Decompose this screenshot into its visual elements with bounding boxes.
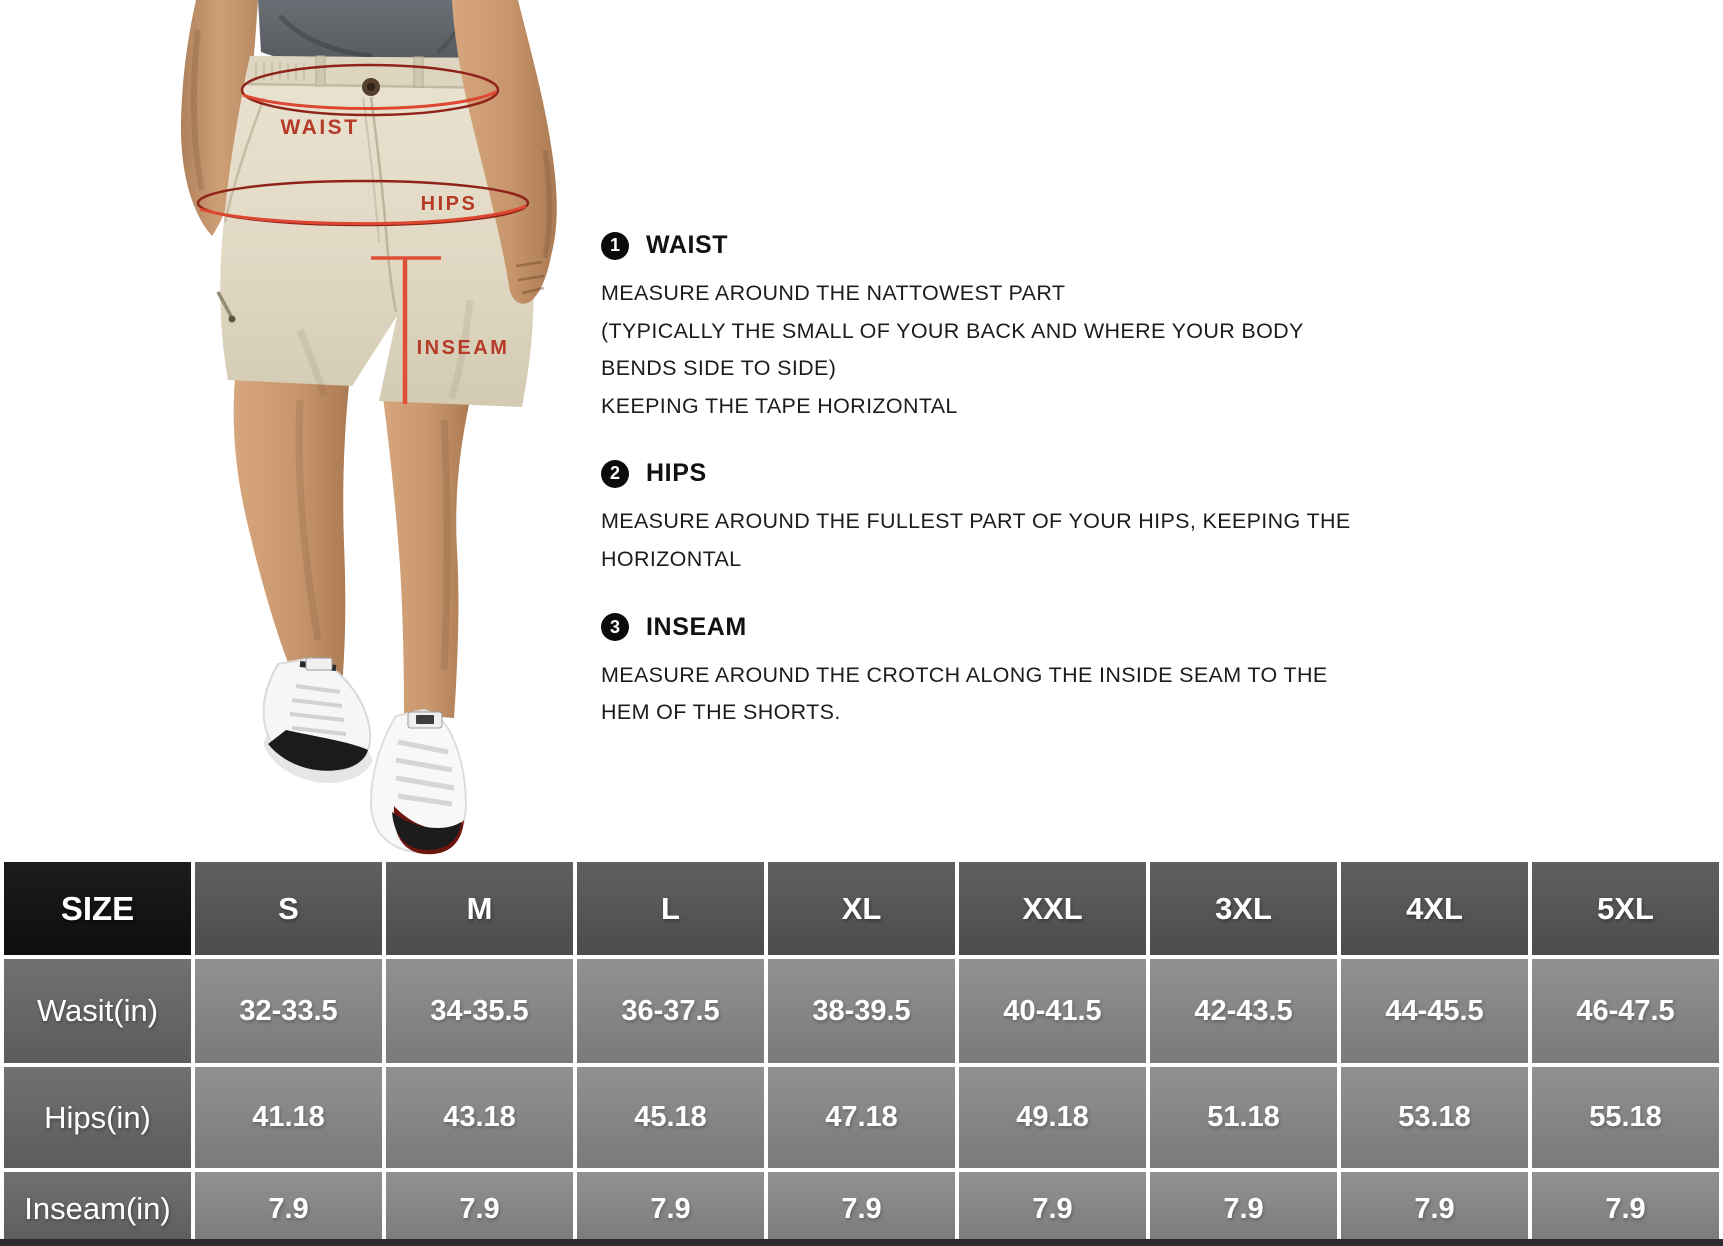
instruction-inseam-title: INSEAM	[646, 612, 747, 641]
table-cell: 7.9	[1530, 1170, 1721, 1246]
instruction-waist-body	[601, 275, 1381, 425]
table-header-xl: XL	[766, 860, 957, 957]
instruction-hips	[601, 458, 1381, 578]
model-photo	[0, 0, 700, 860]
row-label-waist: Wasit(in)	[2, 957, 193, 1065]
size-chart-table	[0, 858, 1723, 1246]
table-bottom-edge	[0, 1239, 1723, 1246]
waist-annotation-label: WAIST	[280, 116, 360, 139]
table-cell: 44-45.5	[1339, 957, 1530, 1065]
instruction-inseam	[601, 612, 1381, 732]
instruction-line: (TYPICALLY THE SMALL OF YOUR BACK AND WHERE YOUR BODY	[601, 318, 1304, 343]
table-cell: 40-41.5	[957, 957, 1148, 1065]
table-header-row	[2, 860, 1721, 957]
instruction-line: HEM OF THE SHORTS.	[601, 700, 841, 725]
instruction-inseam-body	[601, 657, 1381, 732]
instruction-inseam-heading	[601, 612, 1381, 643]
instruction-hips-body	[601, 503, 1381, 578]
instruction-line: HORIZONTAL	[601, 546, 742, 571]
measuring-instructions	[601, 230, 1381, 732]
table-header-4xl: 4XL	[1339, 860, 1530, 957]
table-header-size: SIZE	[2, 860, 193, 957]
table-cell: 7.9	[1148, 1170, 1339, 1246]
instruction-waist-heading	[601, 230, 1381, 261]
left-shoe	[263, 658, 373, 783]
inseam-annotation-label: INSEAM	[416, 337, 510, 359]
table-cell: 43.18	[384, 1065, 575, 1170]
table-cell: 47.18	[766, 1065, 957, 1170]
table-cell: 7.9	[575, 1170, 766, 1246]
table-cell: 51.18	[1148, 1065, 1339, 1170]
legs	[234, 368, 470, 718]
table-header-l: L	[575, 860, 766, 957]
instruction-hips-heading	[601, 458, 1381, 489]
model-illustration	[0, 0, 700, 860]
instruction-hips-title: HIPS	[646, 459, 707, 488]
table-cell: 32-33.5	[193, 957, 384, 1065]
table-header-3xl: 3XL	[1148, 860, 1339, 957]
row-label-hips: Hips(in)	[2, 1065, 193, 1170]
instruction-waist-title: WAIST	[646, 231, 729, 259]
table-cell: 7.9	[1339, 1170, 1530, 1246]
step-1-badge: 1	[601, 232, 629, 260]
table-header-s: S	[193, 860, 384, 957]
table-cell: 7.9	[957, 1170, 1148, 1246]
instruction-line: KEEPING THE TAPE HORIZONTAL	[601, 393, 958, 418]
table-header-5xl: 5XL	[1530, 860, 1721, 957]
table-cell: 36-37.5	[575, 957, 766, 1065]
table-cell: 7.9	[766, 1170, 957, 1246]
step-3-badge: 3	[601, 613, 629, 641]
hips-annotation-label: HIPS	[420, 193, 478, 215]
table-row-inseam	[2, 1170, 1721, 1246]
table-cell: 34-35.5	[384, 957, 575, 1065]
table-cell: 49.18	[957, 1065, 1148, 1170]
table-cell: 45.18	[575, 1065, 766, 1170]
table-cell: 46-47.5	[1530, 957, 1721, 1065]
table-cell: 7.9	[193, 1170, 384, 1246]
table-header-xxl: XXL	[957, 860, 1148, 957]
table-row-hips	[2, 1065, 1721, 1170]
instruction-line: BENDS SIDE TO SIDE)	[601, 356, 837, 381]
table-cell: 7.9	[384, 1170, 575, 1246]
instruction-line: MEASURE AROUND THE FULLEST PART OF YOUR HIPS, KEEPING THE	[601, 509, 1351, 534]
instruction-waist	[601, 230, 1381, 425]
table-cell: 53.18	[1339, 1065, 1530, 1170]
table-header-m: M	[384, 860, 575, 957]
table-cell: 42-43.5	[1148, 957, 1339, 1065]
right-shoe	[371, 710, 466, 854]
table-cell: 41.18	[193, 1065, 384, 1170]
table-cell: 38-39.5	[766, 957, 957, 1065]
table-cell: 55.18	[1530, 1065, 1721, 1170]
table-row-waist	[2, 957, 1721, 1065]
instruction-line: MEASURE AROUND THE CROTCH ALONG THE INSIDE SEAM TO THE	[601, 662, 1328, 687]
instruction-line: MEASURE AROUND THE NATTOWEST PART	[601, 281, 1066, 305]
row-label-inseam: Inseam(in)	[2, 1170, 193, 1246]
step-2-badge: 2	[601, 460, 629, 488]
